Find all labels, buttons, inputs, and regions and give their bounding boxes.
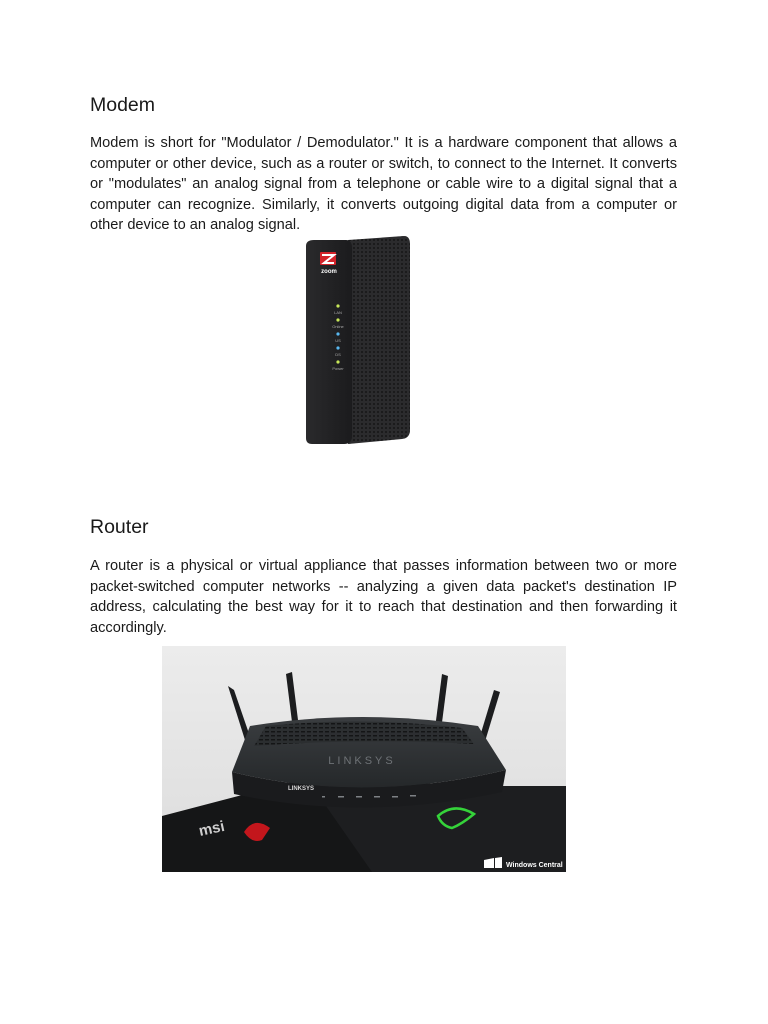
router-image	[162, 646, 566, 872]
svg-text:LAN: LAN	[334, 310, 342, 315]
svg-text:US: US	[335, 338, 341, 343]
modem-image	[300, 234, 416, 446]
linksys-top-logo: LINKSYS	[328, 755, 396, 767]
zoom-logo	[320, 252, 337, 275]
modem-paragraph: Modem is short for "Modulator / Demodulator." It is a hardware component that allows a computer or other device, such as a router or switch, to connect to the Internet. It converts or "modulates" an analog signal from a telephone or cable wire to a digital signal that a computer can recognize. Similarly, it converts outgoing digital data from a computer or other device to an analog signal.	[90, 135, 677, 234]
modem-heading: Modem	[90, 94, 156, 116]
svg-text:Online: Online	[332, 324, 344, 329]
svg-text:Windows Central: Windows Central	[506, 862, 563, 869]
msi-logo: msi	[197, 817, 227, 840]
svg-text:DS: DS	[335, 352, 341, 357]
router-heading: Router	[90, 516, 149, 538]
router-paragraph: A router is a physical or virtual appliance that passes information between two or more packet-switched computer networks -- analyzing a given data packet's destination IP address, calculating the best way for it to reach that destination and then forwarding it accordingly.	[90, 558, 677, 636]
svg-text:zoom: zoom	[321, 269, 337, 275]
svg-text:Power: Power	[332, 366, 344, 371]
linksys-front-logo: LINKSYS	[288, 786, 315, 792]
